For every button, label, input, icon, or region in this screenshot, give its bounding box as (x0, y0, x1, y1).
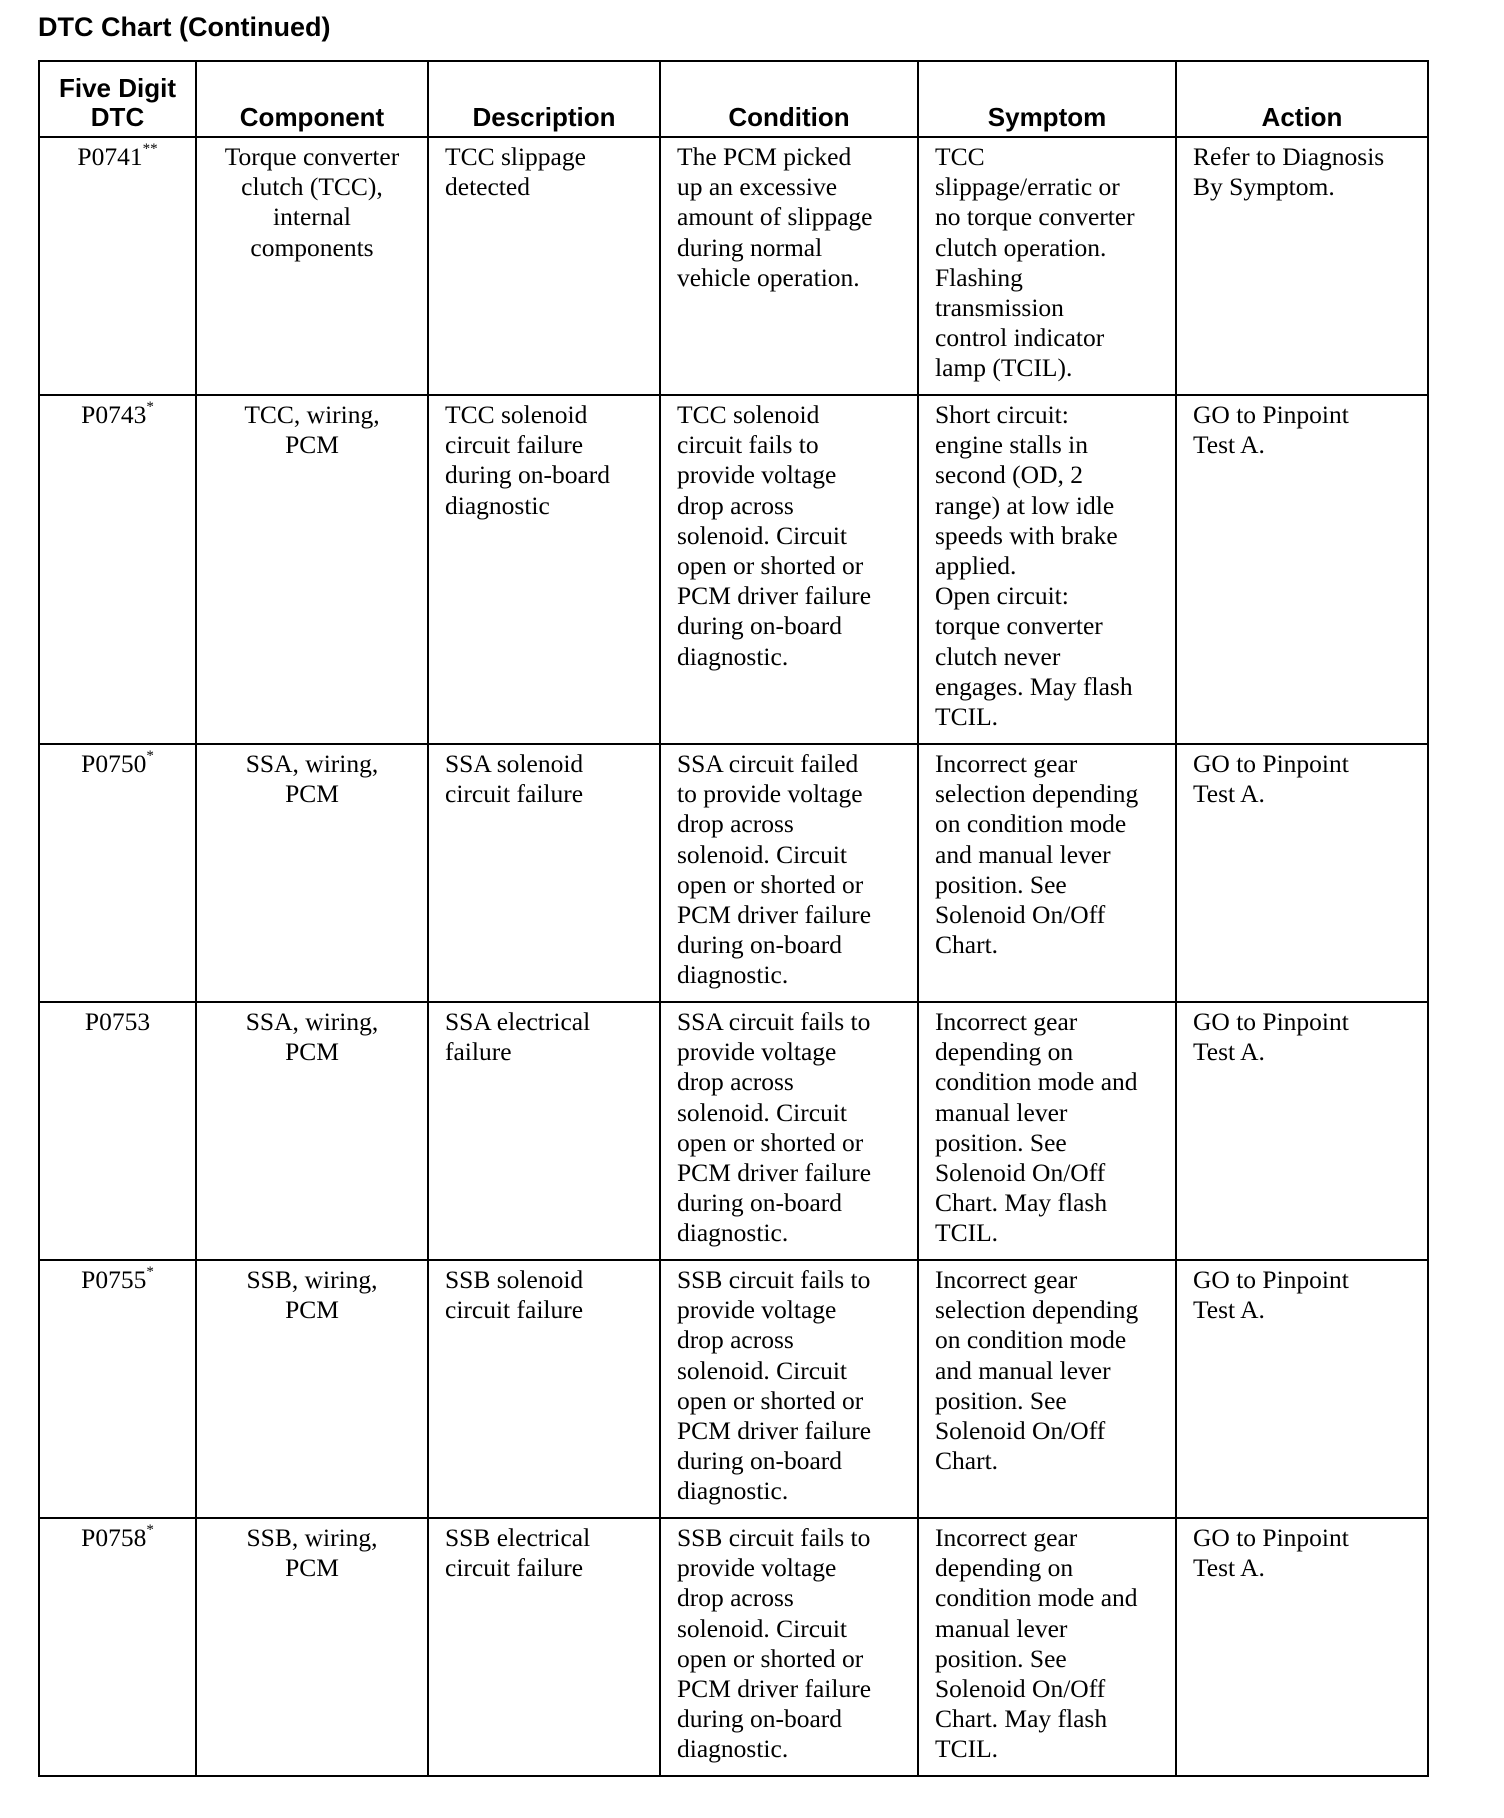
dtc-code-cell (39, 395, 196, 744)
condition-text: TCC solenoid circuit fails to provide voltage drop across solenoid. Circuit open or shorted or PCM driver failure during on-board diagnostic. (677, 400, 872, 671)
dtc-code: P0758 (81, 1523, 147, 1552)
condition-cell (660, 137, 918, 395)
action-text: GO to Pinpoint Test A. (1193, 1007, 1349, 1067)
action-cell (1176, 395, 1428, 744)
condition-cell (660, 744, 918, 1002)
component-text: Torque converter clutch (TCC), internal components (224, 142, 400, 262)
header-row (39, 61, 1428, 137)
description-cell (428, 395, 660, 744)
header-component (196, 61, 428, 137)
dtc-code-cell (39, 1518, 196, 1776)
header-component-label: Component (239, 102, 385, 132)
component-text: SSB, wiring, PCM (246, 1523, 378, 1583)
action-cell (1176, 1002, 1428, 1260)
condition-cell (660, 395, 918, 744)
description-text: SSB electrical circuit failure (445, 1523, 591, 1583)
page-title: DTC Chart (Continued) (38, 12, 331, 42)
table-row (39, 1260, 1428, 1518)
description-text: SSA electrical failure (445, 1007, 591, 1067)
component-cell (196, 1260, 428, 1518)
component-cell (196, 1518, 428, 1776)
dtc-code-cell (39, 1260, 196, 1518)
dtc-code: P0750 (81, 749, 147, 778)
description-cell (428, 1518, 660, 1776)
table-row (39, 1002, 1428, 1260)
condition-text: The PCM picked up an excessive amount of slippage during normal vehicle operation. (677, 142, 873, 292)
description-cell (428, 137, 660, 395)
dtc-code: P0753 (84, 1007, 151, 1036)
symptom-cell (918, 1518, 1176, 1776)
symptom-text: Incorrect gear selection depending on condition mode and manual lever position. See Solenoid On/Off Chart. (935, 1265, 1139, 1476)
description-text: TCC slippage detected (445, 142, 586, 202)
action-text: GO to Pinpoint Test A. (1193, 400, 1349, 460)
action-cell (1176, 1260, 1428, 1518)
component-cell (196, 395, 428, 744)
action-cell (1176, 744, 1428, 1002)
table-row (39, 744, 1428, 1002)
condition-text: SSA circuit fails to provide voltage drop across solenoid. Circuit open or shorted or PCM driver failure during on-board diagnostic. (677, 1007, 872, 1248)
table-row (39, 1518, 1428, 1776)
dtc-footnote-mark: * (146, 748, 154, 764)
dtc-code: P0755 (81, 1265, 147, 1294)
symptom-text: TCC slippage/erratic or no torque converter clutch operation. Flashing transmission control indicator lamp (TCIL). (935, 142, 1135, 383)
symptom-cell (918, 1002, 1176, 1260)
component-text: SSA, wiring, PCM (245, 1007, 379, 1067)
table-row (39, 137, 1428, 395)
action-text: GO to Pinpoint Test A. (1193, 1265, 1349, 1325)
symptom-cell (918, 1260, 1176, 1518)
header-condition-label: Condition (728, 102, 850, 132)
action-text: GO to Pinpoint Test A. (1193, 1523, 1349, 1583)
symptom-cell (918, 744, 1176, 1002)
condition-cell (660, 1518, 918, 1776)
symptom-text: Short circuit: engine stalls in second (OD, 2 range) at low idle speeds with brake applied. Open circuit: torque converter clutch never engages. May flash TCIL. (935, 400, 1133, 732)
action-cell (1176, 1518, 1428, 1776)
header-symptom (918, 61, 1176, 137)
dtc-code-cell (39, 1002, 196, 1260)
dtc-code-cell (39, 137, 196, 395)
condition-text: SSB circuit fails to provide voltage drop across solenoid. Circuit open or shorted or PCM driver failure during on-board diagnostic. (677, 1523, 872, 1764)
component-cell (196, 137, 428, 395)
action-cell (1176, 137, 1428, 395)
description-cell (428, 1002, 660, 1260)
dtc-footnote-mark: ** (142, 141, 158, 157)
component-cell (196, 744, 428, 1002)
description-text: SSA solenoid circuit failure (445, 749, 584, 809)
dtc-footnote-mark: * (146, 399, 154, 415)
header-dtc-label: Five Digit DTC (58, 73, 176, 132)
symptom-cell (918, 395, 1176, 744)
action-text: GO to Pinpoint Test A. (1193, 749, 1349, 809)
header-description (428, 61, 660, 137)
description-cell (428, 1260, 660, 1518)
table-row (39, 395, 1428, 744)
header-description-label: Description (472, 102, 616, 132)
symptom-cell (918, 137, 1176, 395)
dtc-table (38, 60, 1429, 1777)
symptom-text: Incorrect gear selection depending on condition mode and manual lever position. See Solenoid On/Off Chart. (935, 749, 1139, 960)
dtc-code-cell (39, 744, 196, 1002)
header-action-label: Action (1261, 102, 1343, 132)
component-text: TCC, wiring, PCM (244, 400, 380, 460)
condition-cell (660, 1260, 918, 1518)
component-text: SSA, wiring, PCM (245, 749, 379, 809)
symptom-text: Incorrect gear depending on condition mode and manual lever position. See Solenoid On/Off Chart. May flash TCIL. (935, 1523, 1138, 1764)
header-dtc (39, 61, 196, 137)
condition-text: SSB circuit fails to provide voltage drop across solenoid. Circuit open or shorted or PCM driver failure during on-board diagnostic. (677, 1265, 872, 1506)
description-text: SSB solenoid circuit failure (445, 1265, 584, 1325)
condition-text: SSA circuit failed to provide voltage drop across solenoid. Circuit open or shorted or PCM driver failure during on-board diagnostic. (677, 749, 872, 990)
description-cell (428, 744, 660, 1002)
description-text: TCC solenoid circuit failure during on-board diagnostic (445, 400, 611, 520)
dtc-footnote-mark: * (146, 1264, 154, 1280)
condition-cell (660, 1002, 918, 1260)
header-symptom-label: Symptom (987, 102, 1107, 132)
header-condition (660, 61, 918, 137)
dtc-code: P0741 (77, 142, 143, 171)
dtc-code: P0743 (81, 400, 147, 429)
action-text: Refer to Diagnosis By Symptom. (1193, 142, 1385, 202)
dtc-footnote-mark: * (146, 1522, 154, 1538)
header-action (1176, 61, 1428, 137)
component-cell (196, 1002, 428, 1260)
component-text: SSB, wiring, PCM (246, 1265, 378, 1325)
symptom-text: Incorrect gear depending on condition mode and manual lever position. See Solenoid On/Off Chart. May flash TCIL. (935, 1007, 1138, 1248)
